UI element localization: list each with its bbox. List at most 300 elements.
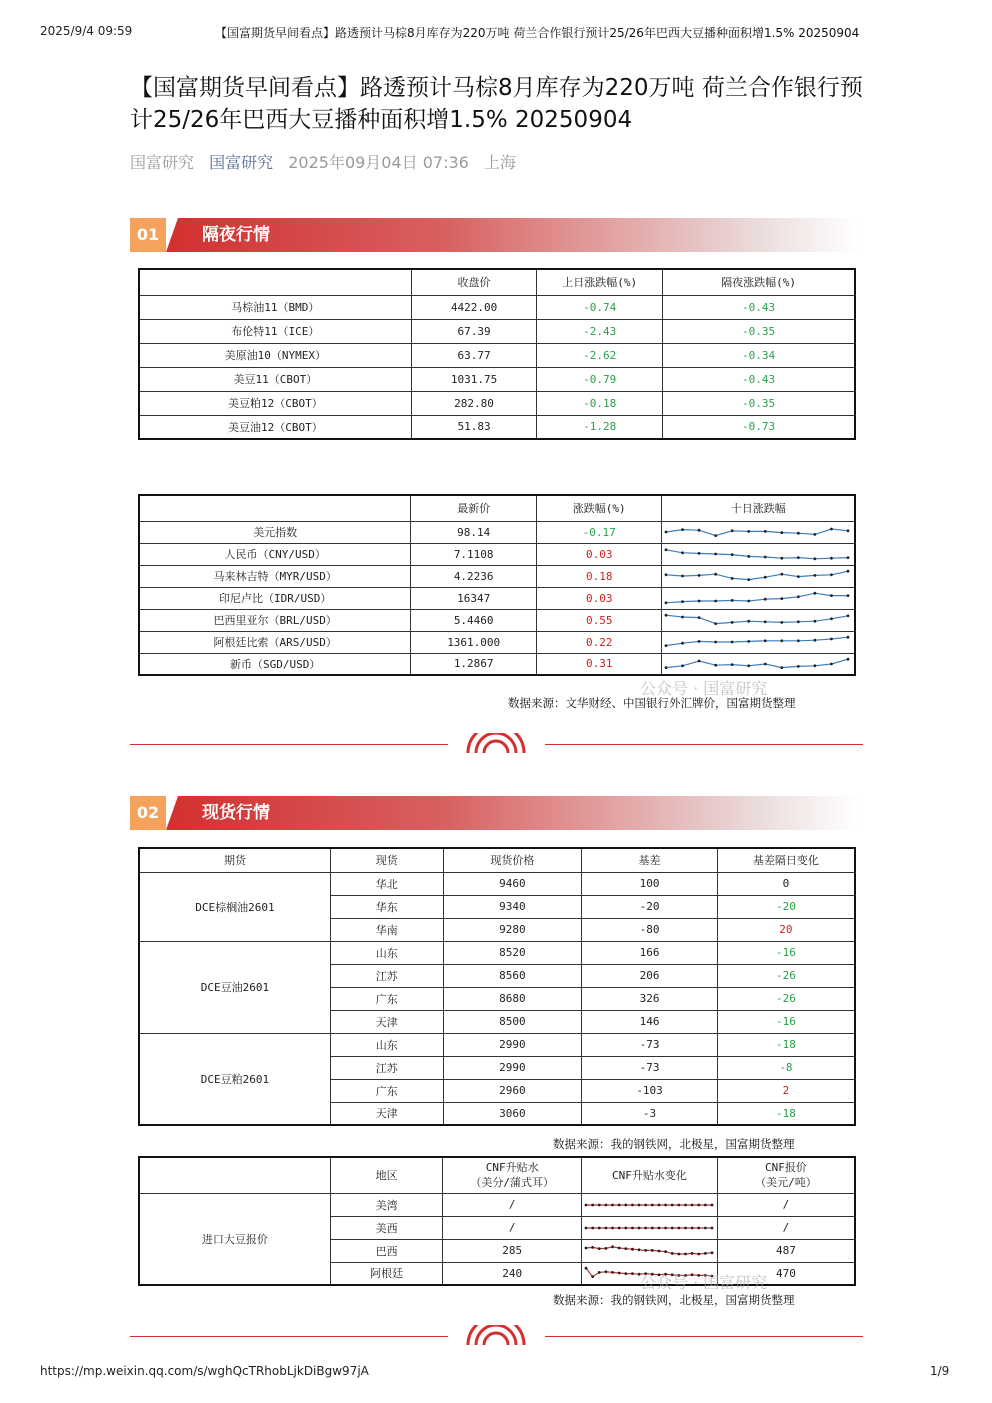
sparkline-cell: [581, 1216, 717, 1239]
sparkline-point: [731, 663, 734, 666]
table-header-cell: 最新价: [411, 495, 537, 521]
table-cell: 285: [443, 1239, 582, 1262]
sparkline-point: [715, 622, 718, 625]
sparkline-point: [665, 548, 668, 551]
sparkline-point: [764, 639, 767, 642]
table-cell: 山东: [330, 941, 443, 964]
table-cell: 326: [582, 987, 718, 1010]
sparkline-cell: [662, 609, 855, 631]
sparkline-point: [657, 1249, 660, 1252]
sparkline-cell: [581, 1193, 717, 1216]
sparkline-point: [585, 1203, 588, 1206]
cloud-ornament-icon: [464, 733, 528, 753]
sparkline-point: [831, 638, 834, 641]
sparkline-point: [665, 601, 668, 604]
sparkline-point: [651, 1203, 654, 1206]
table-header-cell: [139, 269, 411, 295]
table-cell: 马棕油11（BMD）: [139, 295, 411, 319]
sparkline-point: [665, 614, 668, 617]
sparkline-line: [666, 615, 848, 623]
table-cell: 美元指数: [139, 521, 411, 543]
table-cell: 0.18: [536, 565, 662, 587]
table-header-cell: 上日涨跌幅(%): [537, 269, 663, 295]
sparkline-point: [847, 658, 850, 661]
table-cell: 166: [582, 941, 718, 964]
sparkline-point: [715, 553, 718, 556]
table-cell: 2: [717, 1079, 855, 1102]
sparkline-point: [644, 1249, 647, 1252]
sparkline-point: [624, 1226, 627, 1229]
table-cell: 阿根廷比索（ARS/USD）: [139, 631, 411, 653]
sparkline-point: [657, 1226, 660, 1229]
table-cell: 华北: [330, 872, 443, 895]
sparkline-point: [682, 575, 685, 578]
sparkline-point: [715, 664, 718, 667]
sparkline-point: [682, 551, 685, 554]
table-row: [139, 521, 855, 543]
table-cell: 1361.000: [411, 631, 537, 653]
cloud-ornament-icon: [464, 1325, 528, 1345]
sparkline-cell: [662, 631, 855, 653]
article-author: 国富研究: [130, 153, 195, 172]
table-cell: 巴西: [330, 1239, 443, 1262]
print-doc-title: 【国富期货早间看点】路透预计马棕8月库存为220万吨 荷兰合作银行预计25/26年巴西大豆播种面积增1.5% 20250904: [215, 26, 860, 40]
table-cell: -18: [717, 1102, 855, 1125]
print-datetime: 2025/9/4 09:59: [40, 24, 133, 38]
sparkline-point: [624, 1272, 627, 1275]
section-divider: [130, 733, 863, 753]
sparkline-point: [682, 664, 685, 667]
sparkline-point: [697, 1252, 700, 1255]
sparkline-point: [684, 1226, 687, 1229]
table-cell: 美豆11（CBOT）: [139, 367, 411, 391]
table-row: [139, 343, 855, 367]
table-cell: /: [717, 1216, 855, 1239]
sparkline-point: [611, 1203, 614, 1206]
article-meta: [130, 150, 526, 173]
table-cell: 487: [717, 1239, 855, 1262]
sparkline-point: [831, 528, 834, 531]
table-cell: 51.83: [411, 415, 537, 439]
sparkline-point: [764, 662, 767, 665]
sparkline-point: [671, 1252, 674, 1255]
table-cell: 0.03: [536, 587, 662, 609]
sparkline-point: [847, 570, 850, 573]
table-row: [139, 543, 855, 565]
table-cell: -0.43: [663, 295, 855, 319]
table-header-cell: [139, 1157, 330, 1193]
sparkline-point: [591, 1226, 594, 1229]
sparkline-chart: [662, 588, 852, 608]
table-header-cell: 基差隔日变化: [717, 848, 855, 872]
account-link[interactable]: 国富研究: [209, 153, 274, 172]
table-cell: -103: [582, 1079, 718, 1102]
sparkline-point: [664, 1203, 667, 1206]
sparkline-line: [666, 529, 848, 536]
sparkline-cell: [662, 543, 855, 565]
table-cell: -0.17: [536, 521, 662, 543]
sparkline-point: [831, 617, 834, 620]
table-cell: 8500: [443, 1010, 582, 1033]
sparkline-point: [618, 1246, 621, 1249]
sparkline-chart: [662, 544, 852, 564]
sparkline-point: [731, 553, 734, 556]
table-cell: 8520: [443, 941, 582, 964]
sparkline-chart: [582, 1241, 716, 1261]
table-cell: -0.35: [663, 319, 855, 343]
table-header-cell: 隔夜涨跌幅(%): [663, 269, 855, 295]
sparkline-point: [731, 529, 734, 532]
article-location: 上海: [483, 153, 516, 172]
table-cell: 8560: [443, 964, 582, 987]
sparkline-point: [638, 1203, 641, 1206]
table-cell: 2990: [443, 1033, 582, 1056]
table-cell: -3: [582, 1102, 718, 1125]
sparkline-point: [847, 594, 850, 597]
sparkline-point: [684, 1252, 687, 1255]
sparkline-line: [666, 637, 848, 645]
sparkline-point: [715, 600, 718, 603]
table-cell: 3060: [443, 1102, 582, 1125]
table-cell: -73: [582, 1056, 718, 1079]
sparkline-point: [651, 1226, 654, 1229]
table-cell: 美湾: [330, 1193, 443, 1216]
sparkline-point: [781, 531, 784, 534]
table-cell: -26: [717, 964, 855, 987]
sparkline-point: [704, 1226, 707, 1229]
overnight-table: [138, 268, 856, 440]
sparkline-chart: [662, 632, 852, 652]
table-cell: 布伦特11（ICE）: [139, 319, 411, 343]
table-row: [139, 872, 855, 895]
sparkline-point: [638, 1226, 641, 1229]
table-cell: 马来林吉特（MYR/USD）: [139, 565, 411, 587]
watermark: 公众号 · 国富研究: [640, 679, 768, 698]
table-row: [139, 1193, 855, 1216]
sparkline-point: [847, 614, 850, 617]
sparkline-point: [611, 1271, 614, 1274]
sparkline-point: [585, 1226, 588, 1229]
table-cell: 146: [582, 1010, 718, 1033]
sparkline-point: [814, 592, 817, 595]
section-label: 隔夜行情: [202, 225, 270, 245]
table-cell: -20: [717, 895, 855, 918]
section-banner-overnight: [130, 218, 858, 252]
table-cell: 华东: [330, 895, 443, 918]
sparkline-cell: [581, 1239, 717, 1262]
sparkline-point: [682, 600, 685, 603]
table-cell: 华南: [330, 918, 443, 941]
sparkline-point: [618, 1203, 621, 1206]
table-cell: 2990: [443, 1056, 582, 1079]
table-header-cell: 地区: [330, 1157, 443, 1193]
watermark: 公众号 · 国富研究: [640, 1273, 768, 1292]
table-cell: -0.34: [663, 343, 855, 367]
sparkline-point: [598, 1226, 601, 1229]
table-cell: 0: [717, 872, 855, 895]
sparkline-point: [797, 556, 800, 559]
sparkline-point: [814, 639, 817, 642]
table-header-cell: [139, 495, 411, 521]
table-header-cell: 现货价格: [443, 848, 582, 872]
table-cell: /: [717, 1193, 855, 1216]
table-cell: 0.31: [536, 653, 662, 675]
sparkline-point: [664, 1226, 667, 1229]
fx-table: [138, 494, 856, 676]
table-cell: 美西: [330, 1216, 443, 1239]
sparkline-point: [847, 529, 850, 532]
sparkline-point: [781, 666, 784, 669]
sparkline-point: [814, 620, 817, 623]
sparkline-chart: [582, 1195, 716, 1215]
section-divider: [130, 1325, 863, 1345]
sparkline-point: [831, 662, 834, 665]
table-cell: 美豆粕12（CBOT）: [139, 391, 411, 415]
table-cell: -8: [717, 1056, 855, 1079]
sparkline-point: [704, 1203, 707, 1206]
table-cell: 20: [717, 918, 855, 941]
table-cell: -0.73: [663, 415, 855, 439]
table-cell: -80: [582, 918, 718, 941]
table-cell: -73: [582, 1033, 718, 1056]
table-cell: 美豆油12（CBOT）: [139, 415, 411, 439]
sparkline-point: [677, 1203, 680, 1206]
sparkline-point: [611, 1245, 614, 1248]
table-header-cell: 十日涨跌幅: [662, 495, 855, 521]
future-contract-cell: DCE豆油2601: [139, 941, 330, 1033]
print-page-number: 1/9: [930, 1364, 950, 1378]
table-header-cell: 期货: [139, 848, 330, 872]
sparkline-point: [748, 555, 751, 558]
table-header-cell: CNF升贴水 （美分/蒲式耳）: [443, 1157, 582, 1193]
sparkline-cell: [662, 521, 855, 543]
sparkline-point: [711, 1226, 714, 1229]
table-cell: 新币（SGD/USD）: [139, 653, 411, 675]
table-cell: -0.79: [537, 367, 663, 391]
sparkline-point: [657, 1203, 660, 1206]
table-cell: 广东: [330, 1079, 443, 1102]
sparkline-point: [797, 595, 800, 598]
sparkline-point: [781, 621, 784, 624]
sparkline-point: [591, 1275, 594, 1278]
table-cell: 4422.00: [411, 295, 537, 319]
sparkline-point: [611, 1226, 614, 1229]
sparkline-point: [748, 578, 751, 581]
sparkline-point: [748, 600, 751, 603]
sparkline-point: [598, 1271, 601, 1274]
table-cell: 9280: [443, 918, 582, 941]
soy-source-note: 数据来源：我的钢铁网，北极星，国富期货整理: [553, 1293, 795, 1307]
table-cell: /: [443, 1193, 582, 1216]
table-row: [139, 295, 855, 319]
sparkline-point: [644, 1226, 647, 1229]
sparkline-line: [666, 571, 848, 579]
sparkline-point: [698, 640, 701, 643]
table-row: [139, 391, 855, 415]
article-time: 2025年09月04日 07:36: [288, 153, 469, 172]
table-cell: -0.35: [663, 391, 855, 415]
sparkline-point: [585, 1267, 588, 1270]
sparkline-point: [698, 600, 701, 603]
section-number: 02: [130, 796, 166, 830]
sparkline-point: [585, 1246, 588, 1249]
sparkline-point: [781, 557, 784, 560]
sparkline-cell: [662, 565, 855, 587]
sparkline-point: [764, 556, 767, 559]
sparkline-point: [748, 620, 751, 623]
table-cell: -20: [582, 895, 718, 918]
table-cell: 1.2867: [411, 653, 537, 675]
table-cell: 0.22: [536, 631, 662, 653]
sparkline-point: [665, 666, 668, 669]
sparkline-point: [698, 552, 701, 555]
table-header-cell: 现货: [330, 848, 443, 872]
table-cell: 282.80: [411, 391, 537, 415]
table-cell: 天津: [330, 1010, 443, 1033]
sparkline-point: [604, 1203, 607, 1206]
table-row: [139, 415, 855, 439]
sparkline-point: [664, 1250, 667, 1253]
sparkline-point: [797, 665, 800, 668]
table-cell: 5.4460: [411, 609, 537, 631]
sparkline-point: [797, 620, 800, 623]
table-row: [139, 1033, 855, 1056]
sparkline-point: [715, 573, 718, 576]
sparkline-line: [666, 550, 848, 559]
sparkline-point: [814, 557, 817, 560]
table-cell: -0.18: [537, 391, 663, 415]
table-cell: -16: [717, 1010, 855, 1033]
table-cell: 67.39: [411, 319, 537, 343]
table-cell: 9460: [443, 872, 582, 895]
sparkline-point: [764, 576, 767, 579]
table-cell: 98.14: [411, 521, 537, 543]
sparkline-point: [748, 530, 751, 533]
table-row: [139, 565, 855, 587]
sparkline-point: [731, 641, 734, 644]
table-header-cell: 收盘价: [411, 269, 537, 295]
sparkline-point: [797, 532, 800, 535]
table-cell: 8680: [443, 987, 582, 1010]
soy-import-label-cell: 进口大豆报价: [139, 1193, 330, 1285]
table-header-cell: CNF升贴水变化: [581, 1157, 717, 1193]
sparkline-point: [715, 534, 718, 537]
sparkline-point: [682, 616, 685, 619]
sparkline-point: [618, 1272, 621, 1275]
table-row: [139, 631, 855, 653]
table-row: [139, 609, 855, 631]
table-cell: 100: [582, 872, 718, 895]
sparkline-point: [604, 1271, 607, 1274]
sparkline-point: [764, 620, 767, 623]
sparkline-point: [671, 1203, 674, 1206]
sparkline-point: [764, 598, 767, 601]
sparkline-point: [604, 1246, 607, 1249]
table-row: [139, 941, 855, 964]
table-cell: /: [443, 1216, 582, 1239]
table-header-cell: 基差: [582, 848, 718, 872]
sparkline-point: [831, 573, 834, 576]
sparkline-point: [691, 1203, 694, 1206]
sparkline-point: [711, 1203, 714, 1206]
table-cell: -16: [717, 941, 855, 964]
sparkline-point: [697, 1226, 700, 1229]
sparkline-point: [814, 664, 817, 667]
table-cell: 0.03: [536, 543, 662, 565]
sparkline-point: [748, 640, 751, 643]
sparkline-chart: [662, 610, 852, 630]
sparkline-chart: [662, 522, 852, 542]
sparkline-point: [682, 528, 685, 531]
table-cell: 美原油10（NYMEX）: [139, 343, 411, 367]
table-row: [139, 367, 855, 391]
sparkline-point: [781, 573, 784, 576]
table-cell: -0.74: [537, 295, 663, 319]
table-cell: 470: [717, 1262, 855, 1285]
sparkline-cell: [662, 653, 855, 675]
sparkline-point: [698, 529, 701, 532]
table-cell: -0.43: [663, 367, 855, 391]
table-row: [139, 319, 855, 343]
sparkline-cell: [662, 587, 855, 609]
sparkline-point: [831, 594, 834, 597]
table-cell: 江苏: [330, 1056, 443, 1079]
sparkline-point: [847, 556, 850, 559]
table-cell: 240: [443, 1262, 582, 1285]
sparkline-point: [591, 1246, 594, 1249]
sparkline-point: [598, 1203, 601, 1206]
sparkline-point: [665, 644, 668, 647]
sparkline-point: [671, 1226, 674, 1229]
print-url: https://mp.weixin.qq.com/s/wghQcTRhobLjkDiBgw97jA: [40, 1364, 369, 1378]
table-cell: 山东: [330, 1033, 443, 1056]
sparkline-point: [624, 1203, 627, 1206]
sparkline-point: [631, 1247, 634, 1250]
spot-table: [138, 847, 856, 1126]
sparkline-point: [624, 1247, 627, 1250]
table-header-cell: CNF报价 （美元/吨）: [717, 1157, 855, 1193]
sparkline-point: [604, 1226, 607, 1229]
sparkline-chart: [662, 654, 852, 674]
table-cell: 人民币（CNY/USD）: [139, 543, 411, 565]
sparkline-point: [638, 1248, 641, 1251]
sparkline-point: [781, 639, 784, 642]
sparkline-point: [814, 574, 817, 577]
future-contract-cell: DCE豆粕2601: [139, 1033, 330, 1125]
article-title: 【国富期货早间看点】路透预计马棕8月库存为220万吨 荷兰合作银行预计25/26年巴西大豆播种面积增1.5% 20250904: [130, 75, 863, 133]
sparkline-point: [631, 1203, 634, 1206]
table-cell: 广东: [330, 987, 443, 1010]
sparkline-point: [847, 636, 850, 639]
sparkline-point: [665, 573, 668, 576]
sparkline-point: [618, 1226, 621, 1229]
sparkline-point: [684, 1203, 687, 1206]
sparkline-point: [677, 1226, 680, 1229]
sparkline-point: [631, 1226, 634, 1229]
table-cell: 16347: [411, 587, 537, 609]
section-number: 01: [130, 218, 166, 252]
sparkline-point: [631, 1272, 634, 1275]
table-cell: 0.55: [536, 609, 662, 631]
sparkline-point: [704, 1252, 707, 1255]
sparkline-point: [591, 1203, 594, 1206]
table-cell: -1.28: [537, 415, 663, 439]
table-row: [139, 587, 855, 609]
sparkline-point: [797, 575, 800, 578]
table-cell: 1031.75: [411, 367, 537, 391]
sparkline-chart: [662, 566, 852, 586]
sparkline-point: [691, 1252, 694, 1255]
